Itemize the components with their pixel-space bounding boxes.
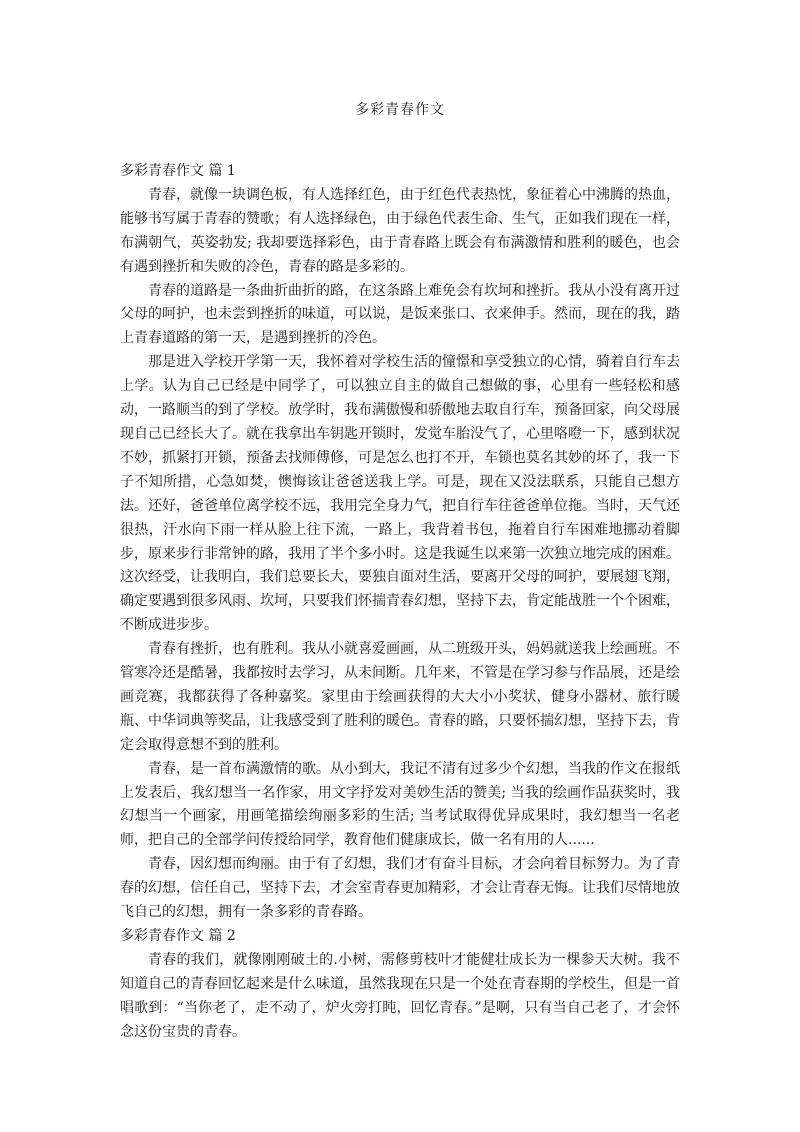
- paragraph: 青春的道路是一条曲折曲折的路，在这条路上难免会有坎坷和挫折。我从小没有离开过父母的呵护，也未尝到挫折的味道，可以说，是饭来张口、衣来伸手。然而，现在的我，踏上青春道路的第一天，是遇到挫折的冷色。: [120, 282, 680, 347]
- paragraph: 青春的我们，就像刚刚破土的.小树，需修剪枝叶才能健壮成长为一棵参天大树。我不知道自己的青春回忆起来是什么味道，虽然我现在只是一个处在青春期的学校生，但是一首唱歌到：“当你老了，走不动了，炉火旁打盹，回忆青春。”是啊，只有当自己老了，才会怀念这份宝贵的青春。: [120, 951, 680, 1040]
- section-heading: 多彩青春作文 篇 1: [120, 163, 236, 179]
- paragraph: 那是进入学校开学第一天，我怀着对学校生活的憧憬和享受独立的心情，骑着自行车去上学。认为自己已经是中同学了，可以独立自主的做自己想做的事，心里有一些轻松和感动，一路顺当的到了学校。放学时，我布满傲慢和骄傲地去取自行车，预备回家，向父母展现自己已经长大了。就在我拿出车钥匙开锁时，发觉车胎没气了，心里咯噔一下，感到状况不妙，抓紧打开锁，预备去找师傅修，可是怎么也打不开，车锁也莫名其妙的坏了，我一下子不知所措，心急如焚，懊悔该让爸爸送我上学。可是，现在又没法联系，只能自己想方法。还好，爸爸单位离学校不远，我用完全身力气，把自行车往爸爸单位拖。当时，天气还很热，汗水向下雨一样从脸上往下流，一路上，我背着书包，拖着自行车困难地挪动着脚步，原来步行非常钟的路，我用了半个多小时。这是我诞生以来第一次独立地完成的困难。这次经受，让我明白，我们总要长大，要独自面对生活，要离开父母的呵护，要展翅飞翔，确定要遇到很多风雨、坎坷，只要我们怀揣青春幻想，坚持下去，肯定能战胜一个个困难，不断成进步步。: [120, 354, 680, 634]
- paragraph: 青春，就像一块调色板，有人选择红色，由于红色代表热忱，象征着心中沸腾的热血，能够书写属于青春的赞歌；有人选择绿色，由于绿色代表生命、生气，正如我们现在一样，布满朝气，英姿勃发; 我却要选择彩色，由于青春路上既会有布满激情和胜利的暖色，也会有遇到挫折和失败的冷色，青春的路是多彩的。: [120, 186, 680, 275]
- paragraph: 青春有挫折，也有胜利。我从小就喜爱画画，从二班级开头，妈妈就送我上绘画班。不管寒冷还是酷暑，我都按时去学习，从未间断。几年来，不管是在学习参与作品展，还是绘画竞赛，我都获得了各种嘉奖。家里由于绘画获得的大大小小奖状，健身小器材、旅行暖瓶、中华词典等奖品，让我感受到了胜利的暖色。青春的路，只要怀揣幻想，坚持下去，肯定会取得意想不到的胜利。: [120, 641, 680, 753]
- document-title: 多彩青春作文: [355, 102, 445, 118]
- document-body: [120, 160, 680, 1045]
- section-heading: 多彩青春作文 篇 2: [120, 928, 236, 944]
- paragraph: 青春，是一首布满激情的歌。从小到大，我记不清有过多少个幻想，当我的作文在报纸上发表后，我幻想当一名作家，用文字抒发对美妙生活的赞美; 当我的绘画作品获奖时，我幻想当一个画家，用画笔描绘绚丽多彩的生活; 当考试取得优异成果时，我幻想当一名老师，把自己的全部学问传授给同学，教育他们健康成长，做一名有用的人......: [120, 760, 680, 849]
- paragraph: 青春，因幻想而绚丽。由于有了幻想，我们才有奋斗目标，才会向着目标努力。为了青春的幻想，信任自己，坚持下去，才会室青春更加精彩，才会让青春无悔。让我们尽情地放飞自己的幻想，拥有一条多彩的青春路。: [120, 856, 680, 921]
